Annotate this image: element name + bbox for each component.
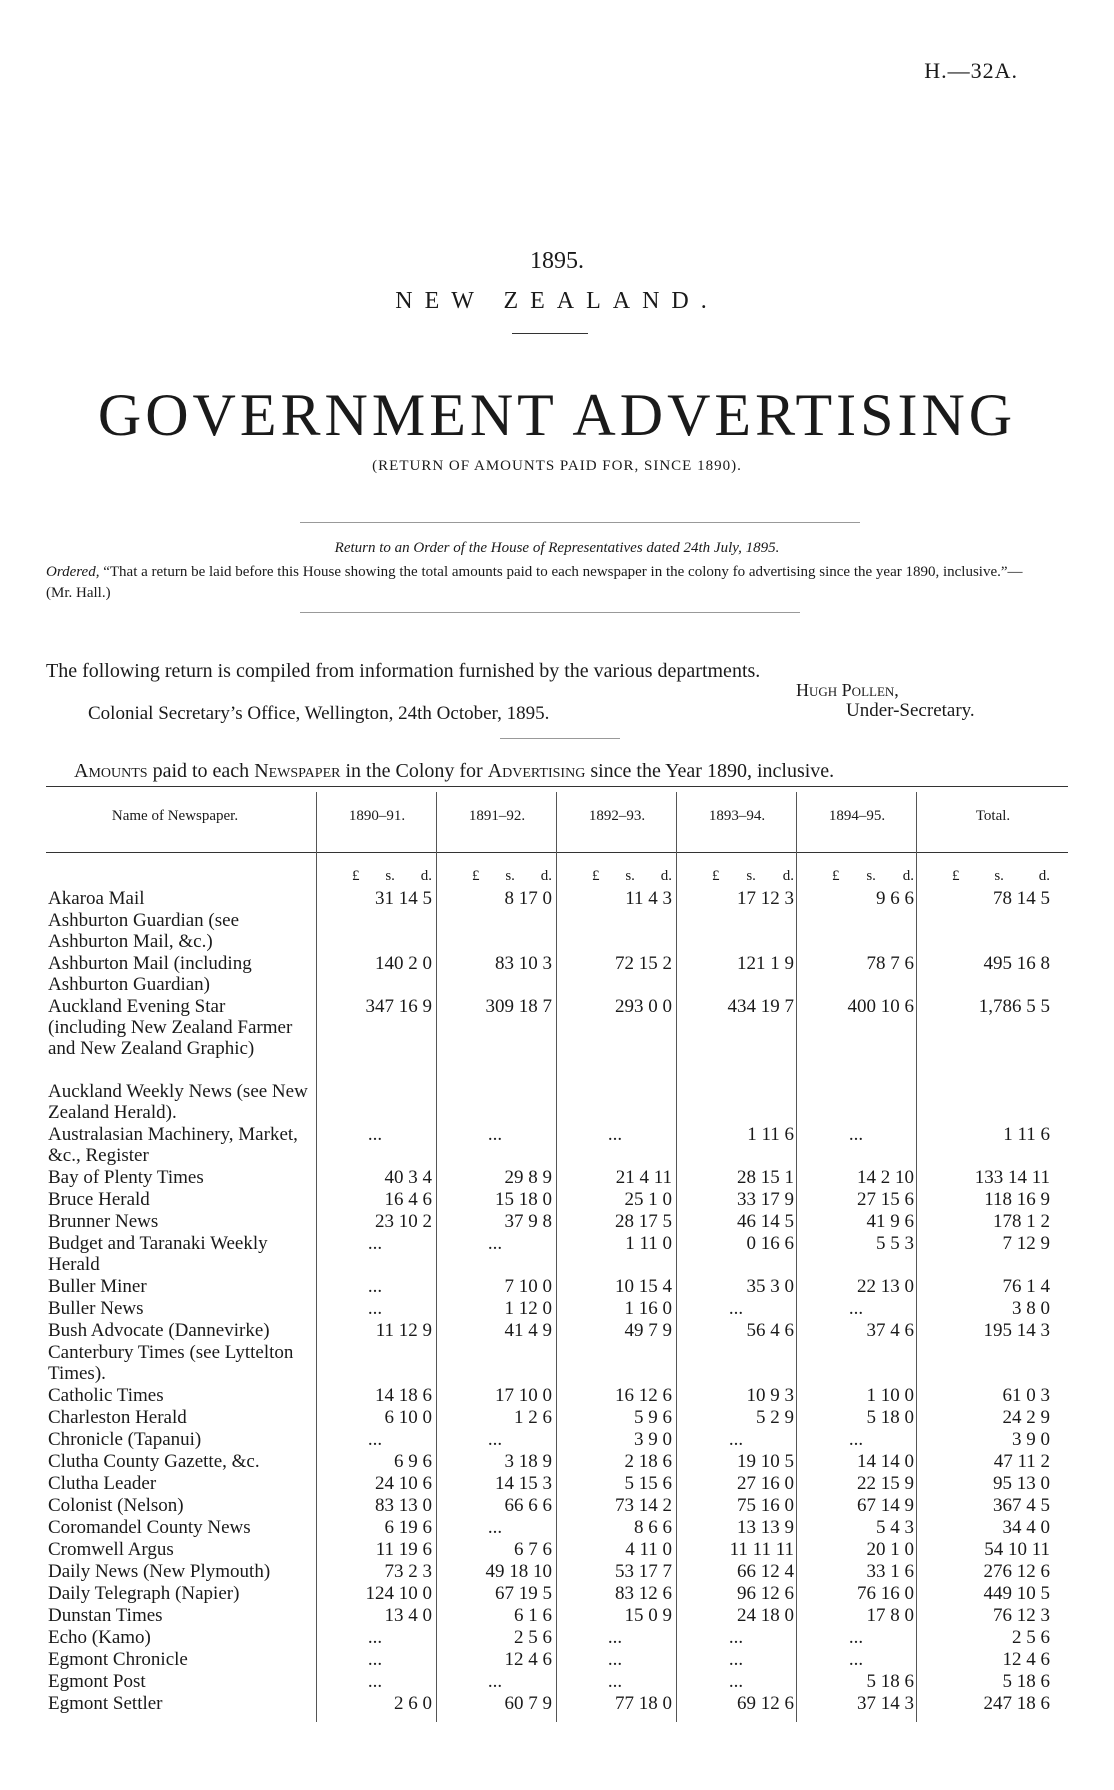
unit-label: £: [592, 868, 600, 884]
amount-cell: 37 14 3: [857, 1693, 914, 1714]
amount-cell: 140 2 0: [375, 953, 432, 974]
heading-part: Newspaper: [254, 760, 341, 782]
amount-cell: 19 10 5: [737, 1451, 794, 1472]
amount-cell: ...: [487, 1671, 503, 1692]
amount-cell: 83 10 3: [495, 953, 552, 974]
table-heading: [74, 760, 834, 783]
unit-label: s.: [625, 868, 635, 884]
amount-cell: 95 13 0: [993, 1473, 1050, 1494]
column-divider: [676, 792, 677, 1722]
amount-cell: 434 19 7: [727, 996, 794, 1017]
amount-cell: 133 14 11: [974, 1167, 1050, 1188]
amount-cell: 14 15 3: [495, 1473, 552, 1494]
amount-cell: 9 6 6: [876, 888, 914, 909]
intro-text: The following return is compiled from information furnished by the various departments.: [46, 660, 761, 682]
amount-cell: 56 4 6: [746, 1320, 794, 1341]
amount-cell: ...: [367, 1298, 383, 1319]
column-header-name: Name of Newspaper.: [111, 808, 239, 824]
amount-cell: 1 2 6: [514, 1407, 552, 1428]
amount-cell: 1 11 0: [625, 1233, 672, 1254]
amount-cell: ...: [607, 1124, 623, 1145]
amount-cell: ...: [607, 1649, 623, 1670]
amount-cell: ...: [728, 1671, 744, 1692]
amount-cell: ...: [367, 1627, 383, 1648]
unit-label: £: [712, 868, 720, 884]
amount-cell: 66 12 4: [737, 1561, 794, 1582]
divider: [512, 333, 588, 334]
order-text: [46, 562, 1046, 604]
amount-cell: 67 14 9: [857, 1495, 914, 1516]
amount-cell: 24 18 0: [737, 1605, 794, 1626]
amount-cell: 28 15 1: [737, 1167, 794, 1188]
newspaper-name: Egmont Settler: [48, 1693, 163, 1714]
newspaper-name: Coromandel County News: [48, 1517, 251, 1538]
amount-cell: 276 12 6: [983, 1561, 1050, 1582]
amount-cell: 16 12 6: [615, 1385, 672, 1406]
amount-cell: ...: [728, 1649, 744, 1670]
amount-cell: 10 15 4: [615, 1276, 672, 1297]
signer-title: Under-Secretary.: [846, 700, 975, 721]
newspaper-name: Charleston Herald: [48, 1407, 187, 1428]
amount-cell: 1 10 0: [866, 1385, 914, 1406]
newspaper-name: Auckland Weekly News (see New Zealand Herald).: [48, 1081, 308, 1123]
heading-part: Amounts: [74, 760, 148, 782]
amount-cell: ...: [487, 1517, 503, 1538]
amount-cell: 5 18 0: [866, 1407, 914, 1428]
amount-cell: 35 3 0: [746, 1276, 794, 1297]
amount-cell: ...: [848, 1124, 864, 1145]
amount-cell: 27 15 6: [857, 1189, 914, 1210]
amount-cell: 60 7 9: [504, 1693, 552, 1714]
amount-cell: 37 4 6: [866, 1320, 914, 1341]
amount-cell: 0 16 6: [746, 1233, 794, 1254]
amount-cell: 73 14 2: [615, 1495, 672, 1516]
newspaper-name: Brunner News: [48, 1211, 159, 1232]
page-title: GOVERNMENT ADVERTISING: [97, 382, 1017, 448]
amount-cell: 11 4 3: [625, 888, 672, 909]
heading-part: paid to each: [147, 760, 255, 782]
amount-cell: 7 12 9: [1002, 1233, 1050, 1254]
amount-cell: ...: [367, 1649, 383, 1670]
amount-cell: 10 9 3: [746, 1385, 794, 1406]
amount-cell: 2 5 6: [1012, 1627, 1050, 1648]
newspaper-name: Colonist (Nelson): [48, 1495, 184, 1516]
newspaper-name: Ashburton Guardian (see Ashburton Mail, &c.): [48, 910, 240, 952]
amount-cell: 13 4 0: [384, 1605, 432, 1626]
unit-label: d.: [420, 868, 432, 884]
column-divider: [556, 792, 557, 1722]
amount-cell: ...: [728, 1429, 744, 1450]
amount-cell: 33 1 6: [866, 1561, 914, 1582]
order-line: Return to an Order of the House of Representatives dated 24th July, 1895.: [334, 540, 780, 556]
ordered-body: “That a return be laid before this House showing the total amounts paid to each newspaper in the colony fo advertising since the year 1890, inclusive.”—(Mr. Hall.): [46, 564, 1023, 601]
amount-cell: 25 1 0: [624, 1189, 672, 1210]
amount-cell: 3 8 0: [1012, 1298, 1050, 1319]
newspaper-name: Egmont Post: [48, 1671, 146, 1692]
newspaper-name: Buller Miner: [48, 1276, 147, 1297]
amount-cell: 28 17 5: [615, 1211, 672, 1232]
unit-label: £: [832, 868, 840, 884]
amount-cell: 8 6 6: [634, 1517, 672, 1538]
unit-label: d.: [540, 868, 552, 884]
amount-cell: 46 14 5: [737, 1211, 794, 1232]
amount-cell: 29 8 9: [504, 1167, 552, 1188]
amount-cell: 83 13 0: [375, 1495, 432, 1516]
amount-cell: 1 12 0: [504, 1298, 552, 1319]
unit-label: d.: [660, 868, 672, 884]
newspaper-name: Bruce Herald: [48, 1189, 150, 1210]
amount-cell: 6 1 6: [514, 1605, 552, 1626]
amount-cell: 178 1 2: [993, 1211, 1050, 1232]
amount-cell: 69 12 6: [737, 1693, 794, 1714]
newspaper-name: Akaroa Mail: [48, 888, 145, 909]
unit-label: d.: [902, 868, 914, 884]
amount-cell: ...: [848, 1627, 864, 1648]
amount-cell: 23 10 2: [375, 1211, 432, 1232]
amount-cell: 49 18 10: [485, 1561, 552, 1582]
column-divider: [316, 792, 317, 1722]
amount-cell: 5 9 6: [634, 1407, 672, 1428]
amount-cell: 41 9 6: [866, 1211, 914, 1232]
amount-cell: 367 4 5: [993, 1495, 1050, 1516]
heading-part: in the Colony for: [340, 760, 488, 782]
newspaper-name: Canterbury Times (see Lyttelton Times).: [48, 1342, 294, 1384]
amount-cell: ...: [367, 1233, 383, 1254]
newspaper-name: Catholic Times: [48, 1385, 164, 1406]
newspaper-name: Daily News (New Plymouth): [48, 1561, 271, 1582]
heading-part: Advertising: [487, 760, 586, 782]
amount-cell: 195 14 3: [983, 1320, 1050, 1341]
amount-cell: 1 11 6: [747, 1124, 794, 1145]
amount-cell: 12 4 6: [1002, 1649, 1050, 1670]
amount-cell: 3 9 0: [634, 1429, 672, 1450]
amount-cell: 66 6 6: [504, 1495, 552, 1516]
ordered-label: Ordered,: [46, 564, 100, 580]
newspaper-name: Clutha County Gazette, &c.: [48, 1451, 260, 1472]
amount-cell: 16 4 6: [384, 1189, 432, 1210]
amount-cell: 33 17 9: [737, 1189, 794, 1210]
amount-cell: ...: [728, 1298, 744, 1319]
column-divider: [436, 792, 437, 1722]
page-subtitle: (RETURN OF AMOUNTS PAID FOR, SINCE 1890).: [372, 458, 742, 474]
amount-cell: 37 9 8: [504, 1211, 552, 1232]
amount-cell: 11 12 9: [375, 1320, 432, 1341]
amount-cell: 5 5 3: [876, 1233, 914, 1254]
column-header-total: Total.: [975, 808, 1011, 824]
amount-cell: ...: [607, 1671, 623, 1692]
unit-labels: [712, 868, 794, 885]
amount-cell: 17 12 3: [737, 888, 794, 909]
signer-name: Hugh Pollen,: [796, 680, 899, 700]
unit-labels: [952, 868, 1050, 885]
amount-cell: 78 14 5: [993, 888, 1050, 909]
amount-cell: 309 18 7: [485, 996, 552, 1017]
amount-cell: 31 14 5: [375, 888, 432, 909]
amount-cell: 17 10 0: [495, 1385, 552, 1406]
amount-cell: ...: [848, 1429, 864, 1450]
amount-cell: 22 15 9: [857, 1473, 914, 1494]
amount-cell: 118 16 9: [984, 1189, 1050, 1210]
column-divider: [916, 792, 917, 1722]
newspaper-name: Cromwell Argus: [48, 1539, 174, 1560]
amount-cell: 1,786 5 5: [978, 996, 1050, 1017]
amount-cell: 13 13 9: [737, 1517, 794, 1538]
amount-cell: 15 18 0: [495, 1189, 552, 1210]
unit-label: s.: [866, 868, 876, 884]
amount-cell: 5 2 9: [756, 1407, 794, 1428]
amount-cell: 67 19 5: [495, 1583, 552, 1604]
amount-cell: 14 18 6: [375, 1385, 432, 1406]
newspaper-name: Bush Advocate (Dannevirke): [48, 1320, 270, 1341]
amount-cell: 76 1 4: [1002, 1276, 1050, 1297]
amount-cell: 72 15 2: [615, 953, 672, 974]
unit-label: s.: [505, 868, 515, 884]
newspaper-name: Budget and Taranaki Weekly Herald: [48, 1233, 268, 1275]
newspaper-name: Echo (Kamo): [48, 1627, 151, 1648]
amount-cell: 5 18 6: [866, 1671, 914, 1692]
amount-cell: 61 0 3: [1002, 1385, 1050, 1406]
amount-cell: 5 4 3: [876, 1517, 914, 1538]
amount-cell: 3 9 0: [1012, 1429, 1050, 1450]
unit-labels: [472, 868, 552, 885]
unit-labels: [592, 868, 672, 885]
divider: [300, 612, 800, 613]
amount-cell: 14 2 10: [857, 1167, 914, 1188]
office-line: Colonial Secretary’s Office, Wellington, 24th October, 1895.: [88, 703, 550, 724]
heading-part: since the Year 1890, inclusive.: [585, 760, 835, 782]
column-header-1892: 1892–93.: [588, 808, 646, 824]
newspaper-name: Bay of Plenty Times: [48, 1167, 204, 1188]
unit-label: d.: [782, 868, 794, 884]
unit-label: £: [952, 868, 960, 884]
amount-cell: 347 16 9: [365, 996, 432, 1017]
amount-cell: 41 4 9: [504, 1320, 552, 1341]
amount-cell: 17 8 0: [866, 1605, 914, 1626]
unit-labels: [352, 868, 432, 885]
amount-cell: 124 10 0: [365, 1583, 432, 1604]
unit-label: £: [352, 868, 360, 884]
unit-label: s.: [994, 868, 1004, 884]
amount-cell: 83 12 6: [615, 1583, 672, 1604]
newspaper-name: Dunstan Times: [48, 1605, 163, 1626]
amount-cell: ...: [728, 1627, 744, 1648]
amount-cell: 15 0 9: [624, 1605, 672, 1626]
amount-cell: 2 18 6: [624, 1451, 672, 1472]
column-header-1890: 1890–91.: [348, 808, 406, 824]
amount-cell: 34 4 0: [1002, 1517, 1050, 1538]
newspaper-name: Clutha Leader: [48, 1473, 157, 1494]
newspaper-name: Chronicle (Tapanui): [48, 1429, 202, 1450]
amount-cell: ...: [367, 1671, 383, 1692]
column-header-1894: 1894–95.: [828, 808, 886, 824]
document-reference: H.—32A.: [924, 58, 1018, 83]
amount-cell: 27 16 0: [737, 1473, 794, 1494]
table-header-rule: [46, 852, 1068, 853]
amount-cell: 8 17 0: [504, 888, 552, 909]
amount-cell: 449 10 5: [983, 1583, 1050, 1604]
column-header-1893: 1893–94.: [708, 808, 766, 824]
amount-cell: 5 15 6: [624, 1473, 672, 1494]
amount-cell: 73 2 3: [384, 1561, 432, 1582]
amount-cell: 3 18 9: [504, 1451, 552, 1472]
amount-cell: 78 7 6: [866, 953, 914, 974]
amount-cell: 247 18 6: [983, 1693, 1050, 1714]
table-top-rule: [46, 786, 1068, 787]
divider: [500, 738, 620, 739]
amount-cell: 53 17 7: [615, 1561, 672, 1582]
newspaper-name: Daily Telegraph (Napier): [48, 1583, 240, 1604]
amount-cell: 54 10 11: [984, 1539, 1050, 1560]
amount-cell: 11 11 11: [729, 1539, 794, 1560]
amount-cell: 6 19 6: [384, 1517, 432, 1538]
amount-cell: ...: [848, 1649, 864, 1670]
amount-cell: 4 11 0: [625, 1539, 672, 1560]
unit-label: s.: [385, 868, 395, 884]
amount-cell: 5 18 6: [1002, 1671, 1050, 1692]
amount-cell: 40 3 4: [384, 1167, 432, 1188]
amount-cell: ...: [848, 1298, 864, 1319]
amount-cell: 21 4 11: [615, 1167, 672, 1188]
unit-label: £: [472, 868, 480, 884]
amount-cell: 24 2 9: [1002, 1407, 1050, 1428]
amount-cell: ...: [607, 1627, 623, 1648]
amount-cell: 121 1 9: [737, 953, 794, 974]
amount-cell: 75 16 0: [737, 1495, 794, 1516]
amount-cell: 24 10 6: [375, 1473, 432, 1494]
amount-cell: 76 16 0: [857, 1583, 914, 1604]
amount-cell: ...: [487, 1429, 503, 1450]
unit-labels: [832, 868, 914, 885]
amount-cell: 6 10 0: [384, 1407, 432, 1428]
amount-cell: 22 13 0: [857, 1276, 914, 1297]
divider: [300, 522, 860, 523]
amount-cell: 7 10 0: [504, 1276, 552, 1297]
amount-cell: 20 1 0: [866, 1539, 914, 1560]
amount-cell: ...: [367, 1429, 383, 1450]
newspaper-name: Egmont Chronicle: [48, 1649, 188, 1670]
newspaper-name: Buller News: [48, 1298, 144, 1319]
amount-cell: 14 14 0: [857, 1451, 914, 1472]
amount-cell: 49 7 9: [624, 1320, 672, 1341]
amount-cell: 495 16 8: [983, 953, 1050, 974]
newspaper-name: Auckland Evening Star (including New Zealand Farmer and New Zealand Graphic): [48, 996, 293, 1059]
amount-cell: 293 0 0: [615, 996, 672, 1017]
country-heading: NEW ZEALAND.: [395, 288, 719, 314]
amount-cell: ...: [487, 1233, 503, 1254]
amount-cell: 2 6 0: [394, 1693, 432, 1714]
column-divider: [796, 792, 797, 1722]
amount-cell: 1 11 6: [1003, 1124, 1050, 1145]
column-header-1891: 1891–92.: [468, 808, 526, 824]
amount-cell: ...: [367, 1124, 383, 1145]
amount-cell: ...: [487, 1124, 503, 1145]
amount-cell: 76 12 3: [993, 1605, 1050, 1626]
amount-cell: 1 16 0: [624, 1298, 672, 1319]
amount-cell: 12 4 6: [504, 1649, 552, 1670]
amount-cell: 77 18 0: [615, 1693, 672, 1714]
amount-cell: 400 10 6: [847, 996, 914, 1017]
amount-cell: 11 19 6: [375, 1539, 432, 1560]
amount-cell: 47 11 2: [993, 1451, 1050, 1472]
amount-cell: 2 5 6: [514, 1627, 552, 1648]
newspaper-name: Ashburton Mail (including Ashburton Guardian): [48, 953, 252, 995]
unit-label: s.: [746, 868, 756, 884]
amount-cell: 96 12 6: [737, 1583, 794, 1604]
unit-label: d.: [1038, 868, 1050, 884]
newspaper-name: Australasian Machinery, Market, &c., Register: [48, 1124, 298, 1166]
amount-cell: 6 9 6: [394, 1451, 432, 1472]
document-year: 1895.: [530, 248, 584, 274]
amount-cell: 6 7 6: [514, 1539, 552, 1560]
amount-cell: ...: [367, 1276, 383, 1297]
